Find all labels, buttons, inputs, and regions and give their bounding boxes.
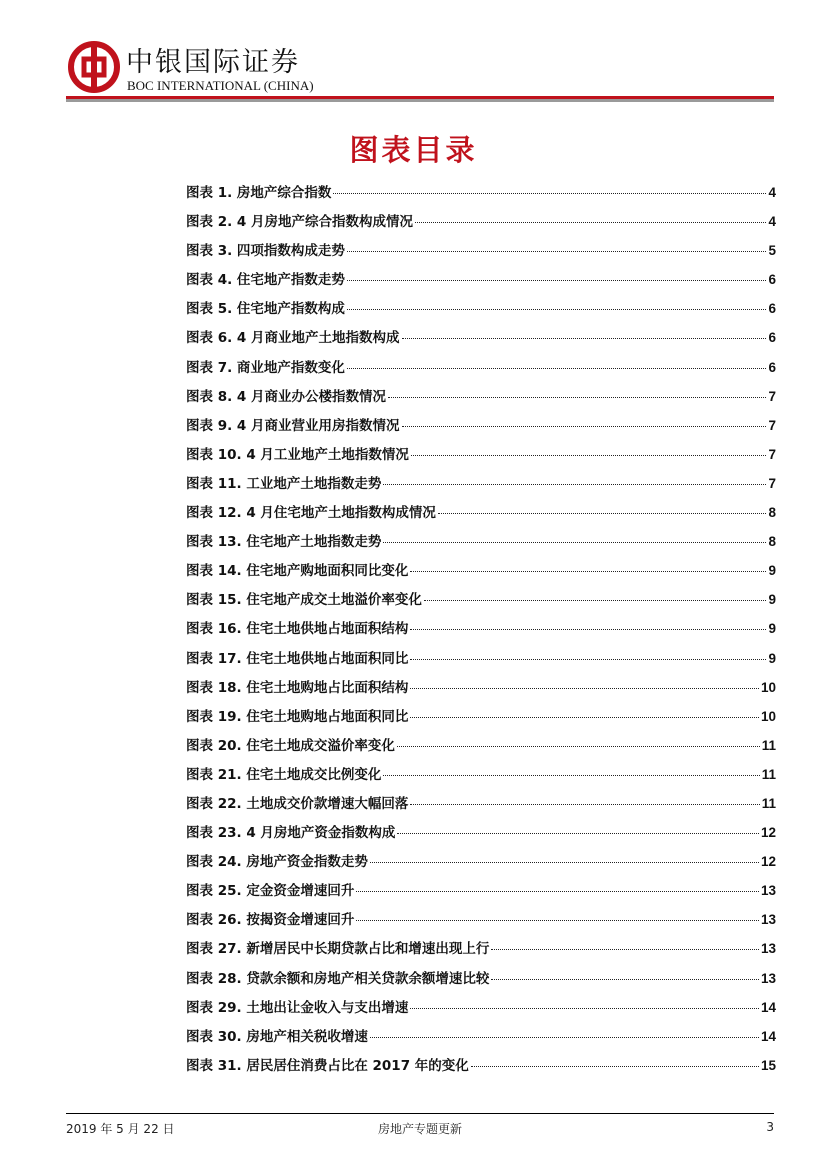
toc-entry-label: 图表 21. 住宅土地成交比例变化 <box>186 766 382 783</box>
toc-entry[interactable] <box>186 382 776 411</box>
toc-entry-page: 11 <box>761 795 776 811</box>
toc-entry-page: 15 <box>760 1057 776 1073</box>
toc-entry[interactable] <box>186 789 776 818</box>
toc-entry[interactable] <box>186 905 776 934</box>
toc-entry-page: 12 <box>760 854 776 870</box>
footer-page-number: 3 <box>766 1120 774 1134</box>
toc-entry[interactable] <box>186 469 776 498</box>
toc-dot-leader <box>410 804 759 805</box>
toc-entry[interactable] <box>186 818 776 847</box>
footer-report-name: 房地产专题更新 <box>377 1122 462 1136</box>
toc-entry-page: 8 <box>768 505 776 521</box>
toc-entry-page: 9 <box>768 592 776 608</box>
toc-entry[interactable] <box>186 585 776 614</box>
toc-entry[interactable] <box>186 934 776 963</box>
toc-entry-page: 11 <box>761 737 776 753</box>
toc-entry[interactable] <box>186 323 776 352</box>
toc-entry-label: 图表 9. 4 月商业营业用房指数情况 <box>186 417 400 434</box>
toc-entry[interactable] <box>186 440 776 469</box>
toc-dot-leader <box>402 338 767 339</box>
toc-title: 图表目录 <box>349 133 478 167</box>
toc-dot-leader <box>410 717 759 718</box>
toc-entry[interactable] <box>186 498 776 527</box>
toc-entry-page: 6 <box>768 272 776 288</box>
toc-entry[interactable] <box>186 1022 776 1051</box>
toc-dot-leader <box>370 1037 759 1038</box>
toc-entry[interactable] <box>186 527 776 556</box>
brand-name-chinese: 中银国际证券 <box>126 47 300 78</box>
toc-entry[interactable] <box>186 556 776 585</box>
toc-entry-label: 图表 22. 土地成交价款增速大幅回落 <box>186 795 409 812</box>
toc-entry-label: 图表 24. 房地产资金指数走势 <box>186 854 368 871</box>
boc-logo-icon <box>68 41 120 93</box>
toc-entry-label: 图表 15. 住宅地产成交土地溢价率变化 <box>186 592 422 609</box>
toc-dot-leader <box>438 513 767 514</box>
toc-entry-page: 7 <box>768 388 776 404</box>
toc-dot-leader <box>491 979 759 980</box>
toc-entry[interactable] <box>186 353 776 382</box>
toc-dot-leader <box>347 280 767 281</box>
toc-entry-page: 10 <box>760 708 776 724</box>
toc-entry-page: 8 <box>768 534 776 550</box>
toc-entry-label: 图表 4. 住宅地产指数走势 <box>186 272 345 289</box>
toc-entry-page: 6 <box>768 330 776 346</box>
toc-entry-page: 13 <box>760 883 776 899</box>
toc-entry[interactable] <box>186 993 776 1022</box>
toc-dot-leader <box>410 571 766 572</box>
toc-entry-page: 4 <box>768 214 776 230</box>
toc-entry-label: 图表 29. 土地出让金收入与支出增速 <box>186 999 409 1016</box>
toc-list <box>186 178 776 1080</box>
toc-entry-label: 图表 17. 住宅土地供地占地面积同比 <box>186 650 409 667</box>
toc-entry-label: 图表 10. 4 月工业地产土地指数情况 <box>186 446 409 463</box>
toc-dot-leader <box>424 600 767 601</box>
toc-entry-label: 图表 30. 房地产相关税收增速 <box>186 1028 368 1045</box>
toc-entry[interactable] <box>186 673 776 702</box>
toc-dot-leader <box>388 397 766 398</box>
toc-entry[interactable] <box>186 702 776 731</box>
brand-name-english: BOC INTERNATIONAL (CHINA) <box>127 78 314 93</box>
page-footer <box>66 1120 774 1140</box>
toc-entry[interactable] <box>186 207 776 236</box>
toc-dot-leader <box>383 542 766 543</box>
toc-entry-label: 图表 28. 贷款余额和房地产相关贷款余额增速比较 <box>186 970 490 987</box>
toc-dot-leader <box>356 920 759 921</box>
toc-entry[interactable] <box>186 964 776 993</box>
toc-dot-leader <box>397 746 760 747</box>
toc-dot-leader <box>347 309 767 310</box>
toc-entry-label: 图表 25. 定金资金增速回升 <box>186 883 355 900</box>
toc-entry[interactable] <box>186 731 776 760</box>
toc-entry-label: 图表 2. 4 月房地产综合指数构成情况 <box>186 214 414 231</box>
toc-entry[interactable] <box>186 614 776 643</box>
toc-entry-label: 图表 26. 按揭资金增速回升 <box>186 912 355 929</box>
toc-entry-page: 6 <box>768 359 776 375</box>
footer-divider <box>66 1113 774 1114</box>
toc-entry-label: 图表 8. 4 月商业办公楼指数情况 <box>186 388 387 405</box>
toc-entry-label: 图表 16. 住宅土地供地占地面积结构 <box>186 621 409 638</box>
toc-entry-page: 13 <box>760 912 776 928</box>
toc-dot-leader <box>471 1066 759 1067</box>
footer-date: 2019 年 5 月 22 日 <box>66 1122 175 1136</box>
toc-dot-leader <box>410 688 759 689</box>
toc-dot-leader <box>383 484 766 485</box>
toc-entry[interactable] <box>186 411 776 440</box>
toc-entry-label: 图表 27. 新增居民中长期贷款占比和增速出现上行 <box>186 941 490 958</box>
toc-entry-label: 图表 23. 4 月房地产资金指数构成 <box>186 825 396 842</box>
toc-entry-label: 图表 3. 四项指数构成走势 <box>186 243 345 260</box>
toc-entry[interactable] <box>186 178 776 207</box>
toc-entry-page: 7 <box>768 446 776 462</box>
toc-entry-label: 图表 18. 住宅土地购地占比面积结构 <box>186 679 409 696</box>
toc-entry-label: 图表 31. 居民居住消费占比在 2017 年的变化 <box>186 1057 469 1074</box>
toc-dot-leader <box>347 368 767 369</box>
toc-entry-page: 7 <box>768 475 776 491</box>
toc-entry-label: 图表 7. 商业地产指数变化 <box>186 359 345 376</box>
toc-dot-leader <box>491 949 759 950</box>
toc-dot-leader <box>397 833 759 834</box>
toc-entry-page: 14 <box>760 1028 776 1044</box>
toc-dot-leader <box>415 222 766 223</box>
toc-entry[interactable] <box>186 847 776 876</box>
toc-entry[interactable] <box>186 236 776 265</box>
toc-entry-page: 7 <box>768 417 776 433</box>
toc-entry-label: 图表 14. 住宅地产购地面积同比变化 <box>186 563 409 580</box>
toc-dot-leader <box>383 775 759 776</box>
toc-entry-page: 9 <box>768 650 776 666</box>
toc-entry-page: 13 <box>760 941 776 957</box>
toc-entry-page: 5 <box>768 243 776 259</box>
toc-entry-label: 图表 1. 房地产综合指数 <box>186 185 332 201</box>
toc-entry-page: 12 <box>760 825 776 841</box>
toc-dot-leader <box>410 1008 759 1009</box>
toc-entry-label: 图表 13. 住宅地产土地指数走势 <box>186 534 382 551</box>
page-header <box>66 38 774 100</box>
toc-dot-leader <box>333 193 766 194</box>
toc-dot-leader <box>410 659 766 660</box>
toc-entry-label: 图表 6. 4 月商业地产土地指数构成 <box>186 330 400 347</box>
toc-dot-leader <box>356 891 759 892</box>
toc-entry-label: 图表 5. 住宅地产指数构成 <box>186 301 345 318</box>
toc-entry-page: 6 <box>768 301 776 317</box>
toc-entry-page: 9 <box>768 563 776 579</box>
header-divider-grey <box>66 99 774 102</box>
toc-entry[interactable] <box>186 876 776 905</box>
toc-entry[interactable] <box>186 644 776 673</box>
toc-entry-page: 4 <box>768 185 776 200</box>
toc-dot-leader <box>347 251 767 252</box>
toc-entry-page: 13 <box>760 970 776 986</box>
toc-entry[interactable] <box>186 294 776 323</box>
toc-entry-label: 图表 11. 工业地产土地指数走势 <box>186 475 382 492</box>
toc-entry-page: 14 <box>760 999 776 1015</box>
toc-entry[interactable] <box>186 265 776 294</box>
toc-dot-leader <box>411 455 767 456</box>
toc-entry[interactable] <box>186 1051 776 1080</box>
toc-entry-page: 11 <box>761 766 776 782</box>
toc-entry-label: 图表 12. 4 月住宅地产土地指数构成情况 <box>186 505 436 522</box>
toc-dot-leader <box>410 629 766 630</box>
toc-entry-page: 9 <box>768 621 776 637</box>
toc-entry-label: 图表 20. 住宅土地成交溢价率变化 <box>186 737 395 754</box>
toc-dot-leader <box>402 426 767 427</box>
toc-entry[interactable] <box>186 760 776 789</box>
toc-entry-label: 图表 19. 住宅土地购地占地面积同比 <box>186 708 409 725</box>
toc-dot-leader <box>370 862 759 863</box>
toc-entry-page: 10 <box>760 679 776 695</box>
